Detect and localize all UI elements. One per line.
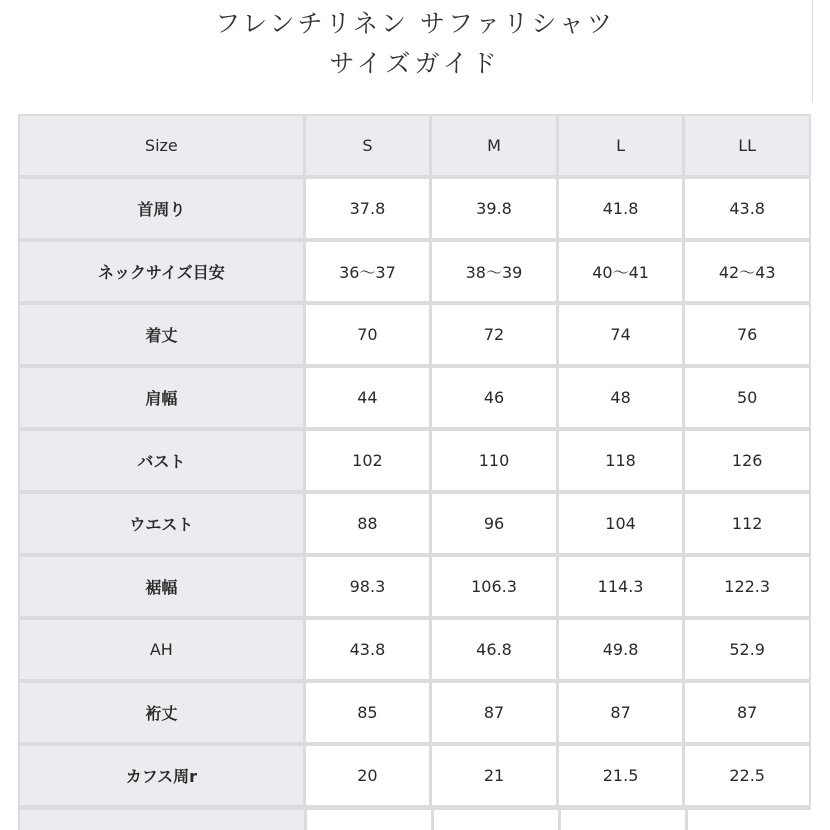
table-row <box>18 179 811 242</box>
row-value-cell: 41.8 <box>559 179 686 242</box>
row-value-cell: 74 <box>559 305 686 368</box>
row-value-cell: 126 <box>685 431 811 494</box>
row-value-cell: 114.3 <box>559 557 686 620</box>
row-label: ネックサイズ目安 <box>18 242 306 305</box>
partial-cell <box>561 810 685 830</box>
row-value-cell: 36〜37 <box>306 242 433 305</box>
header-size-s: S <box>306 114 433 179</box>
row-value-cell: 110 <box>432 431 559 494</box>
row-label: 着丈 <box>18 305 306 368</box>
table-row <box>18 557 811 620</box>
table-row <box>18 683 811 746</box>
row-label: ウエスト <box>18 494 306 557</box>
row-value-cell: 52.9 <box>685 620 811 683</box>
row-label: 首周り <box>18 179 306 242</box>
table-row <box>18 368 811 431</box>
row-value-cell: 122.3 <box>685 557 811 620</box>
partial-cell <box>307 810 431 830</box>
table-row <box>18 242 811 305</box>
row-value-cell: 87 <box>685 683 811 746</box>
row-label: 裾幅 <box>18 557 306 620</box>
row-label: 裄丈 <box>18 683 306 746</box>
row-value-cell: 88 <box>306 494 433 557</box>
row-value-cell: 104 <box>559 494 686 557</box>
row-label: 肩幅 <box>18 368 306 431</box>
row-value-cell: 37.8 <box>306 179 433 242</box>
table-header-row <box>18 114 811 179</box>
row-value-cell: 40〜41 <box>559 242 686 305</box>
row-value-cell: 46.8 <box>432 620 559 683</box>
row-value-cell: 44 <box>306 368 433 431</box>
header-size-m: M <box>432 114 559 179</box>
row-value-cell: 102 <box>306 431 433 494</box>
row-value-cell: 21.5 <box>559 746 686 809</box>
table-row <box>18 746 811 809</box>
row-value-cell: 21 <box>432 746 559 809</box>
row-value-cell: 112 <box>685 494 811 557</box>
row-value-cell: 98.3 <box>306 557 433 620</box>
partial-cell <box>434 810 558 830</box>
row-value-cell: 85 <box>306 683 433 746</box>
table-next-row-partial <box>18 808 811 830</box>
size-guide-title: サイズガイド <box>329 49 501 78</box>
table-row <box>18 494 811 557</box>
row-value-cell: 70 <box>306 305 433 368</box>
partial-cell <box>688 810 812 830</box>
size-table <box>18 114 811 809</box>
row-value-cell: 50 <box>685 368 811 431</box>
row-value-cell: 87 <box>559 683 686 746</box>
row-value-cell: 76 <box>685 305 811 368</box>
row-value-cell: 43.8 <box>685 179 811 242</box>
row-value-cell: 39.8 <box>432 179 559 242</box>
table-row <box>18 305 811 368</box>
row-label: AH <box>18 620 306 683</box>
row-value-cell: 72 <box>432 305 559 368</box>
header-size-ll: LL <box>685 114 811 179</box>
row-value-cell: 96 <box>432 494 559 557</box>
row-value-cell: 48 <box>559 368 686 431</box>
table-row <box>18 620 811 683</box>
product-title: フレンチリネン サファリシャツ <box>215 9 615 38</box>
row-value-cell: 87 <box>432 683 559 746</box>
row-value-cell: 106.3 <box>432 557 559 620</box>
partial-label-cell <box>20 810 304 830</box>
header-size-l: L <box>559 114 686 179</box>
row-label: カフス周r <box>18 746 306 809</box>
divider <box>812 0 813 102</box>
row-value-cell: 20 <box>306 746 433 809</box>
row-value-cell: 22.5 <box>685 746 811 809</box>
table-row <box>18 431 811 494</box>
row-value-cell: 43.8 <box>306 620 433 683</box>
header-size-label: Size <box>18 114 306 179</box>
row-value-cell: 46 <box>432 368 559 431</box>
row-value-cell: 38〜39 <box>432 242 559 305</box>
row-value-cell: 118 <box>559 431 686 494</box>
row-value-cell: 49.8 <box>559 620 686 683</box>
row-value-cell: 42〜43 <box>685 242 811 305</box>
row-label: バスト <box>18 431 306 494</box>
